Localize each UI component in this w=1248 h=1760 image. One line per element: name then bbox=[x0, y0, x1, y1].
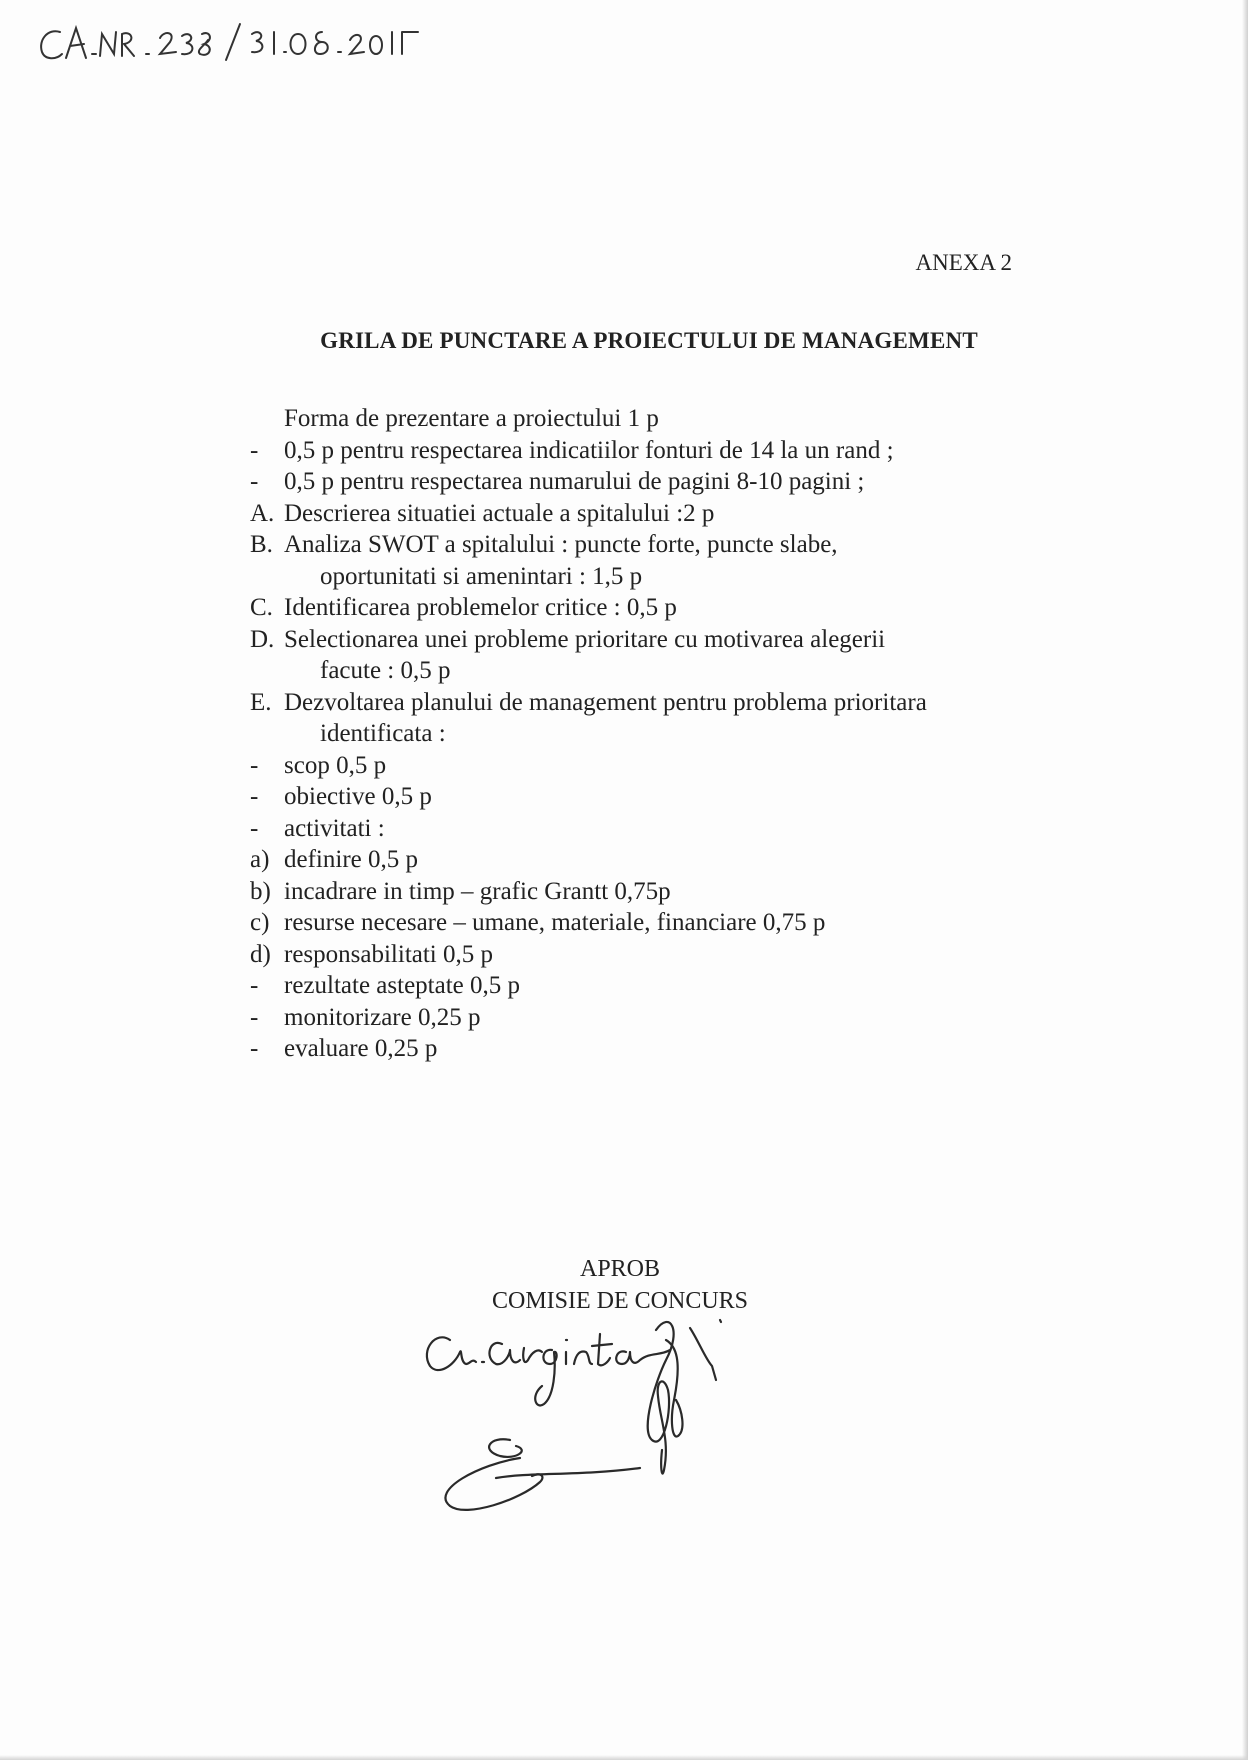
item-text: 0,5 p pentru respectarea numarului de pagini 8-10 pagini ; bbox=[284, 468, 865, 495]
item-marker: B. bbox=[250, 531, 273, 558]
item-text: facute : 0,5 p bbox=[320, 657, 451, 684]
list-item-continuation bbox=[250, 655, 1030, 687]
item-marker: c) bbox=[250, 909, 270, 936]
list-item bbox=[250, 403, 1030, 435]
item-text: activitati : bbox=[284, 814, 385, 842]
list-item bbox=[250, 435, 1030, 467]
item-marker: - bbox=[250, 468, 259, 495]
item-marker: A. bbox=[250, 499, 275, 527]
list-item-continuation bbox=[250, 718, 1030, 750]
list-item-continuation bbox=[250, 561, 1030, 593]
document-title: GRILA DE PUNCTARE A PROIECTULUI DE MANAGEMENT bbox=[320, 328, 978, 353]
item-marker: - bbox=[250, 1035, 259, 1062]
item-text: definire 0,5 p bbox=[284, 846, 418, 873]
item-text: resurse necesare – umane, materiale, financiare 0,75 p bbox=[284, 909, 826, 936]
item-text: scop 0,5 p bbox=[284, 751, 387, 779]
list-item bbox=[250, 813, 1030, 845]
item-text: responsabilitati 0,5 p bbox=[284, 940, 493, 968]
item-marker: - bbox=[250, 814, 259, 842]
item-text: obiective 0,5 p bbox=[284, 783, 432, 810]
list-item bbox=[250, 1002, 1030, 1034]
item-text: 0,5 p pentru respectarea indicatiilor fonturi de 14 la un rand ; bbox=[284, 436, 894, 464]
item-marker: D. bbox=[250, 625, 275, 653]
item-marker: - bbox=[250, 783, 259, 810]
approval-line-commission: COMISIE DE CONCURS bbox=[491, 1288, 749, 1314]
list-item bbox=[250, 1033, 1030, 1065]
item-text: evaluare 0,25 p bbox=[284, 1035, 438, 1062]
item-marker: - bbox=[250, 972, 259, 999]
list-item bbox=[250, 876, 1030, 908]
item-marker: d) bbox=[250, 940, 271, 968]
scoring-list bbox=[250, 403, 1030, 1065]
list-item bbox=[250, 498, 1030, 530]
scan-edge-shadow bbox=[1242, 0, 1248, 1760]
item-text: Analiza SWOT a spitalului : puncte forte, puncte slabe, bbox=[284, 531, 838, 558]
scan-edge-shadow-bottom bbox=[0, 1755, 1248, 1760]
item-text: Selectionarea unei probleme prioritare cu motivarea alegerii bbox=[284, 625, 886, 653]
item-marker: b) bbox=[250, 877, 271, 905]
item-marker: E. bbox=[250, 688, 272, 716]
list-item bbox=[250, 970, 1030, 1002]
item-text: Descrierea situatiei actuale a spitalului :2 p bbox=[284, 499, 715, 527]
list-item bbox=[250, 687, 1030, 719]
list-item bbox=[250, 466, 1030, 498]
list-item bbox=[250, 529, 1030, 561]
item-marker: C. bbox=[250, 594, 273, 621]
item-text: rezultate asteptate 0,5 p bbox=[284, 972, 520, 999]
list-item bbox=[250, 781, 1030, 813]
item-marker: - bbox=[250, 436, 259, 464]
approval-line-aprob: APROB bbox=[579, 1256, 661, 1282]
list-item bbox=[250, 592, 1030, 624]
list-item bbox=[250, 844, 1030, 876]
item-text: Identificarea problemelor critice : 0,5 p bbox=[284, 594, 677, 621]
list-item bbox=[250, 907, 1030, 939]
item-marker: a) bbox=[250, 846, 270, 873]
item-text: identificata : bbox=[320, 720, 446, 747]
item-marker: - bbox=[250, 751, 259, 779]
item-text: incadrare in timp – grafic Grantt 0,75p bbox=[284, 877, 671, 905]
item-text: oportunitati si amenintari : 1,5 p bbox=[320, 562, 643, 590]
item-marker: - bbox=[250, 1003, 259, 1031]
handwritten-signature bbox=[420, 1300, 780, 1540]
item-text: Dezvoltarea planului de management pentru problema prioritara bbox=[284, 688, 927, 716]
item-text: Forma de prezentare a proiectului 1 p bbox=[284, 405, 659, 432]
list-item bbox=[250, 750, 1030, 782]
item-text: monitorizare 0,25 p bbox=[284, 1003, 481, 1031]
list-item bbox=[250, 939, 1030, 971]
annex-label: ANEXA 2 bbox=[915, 250, 1012, 275]
list-item bbox=[250, 624, 1030, 656]
handwritten-reference bbox=[30, 10, 480, 70]
